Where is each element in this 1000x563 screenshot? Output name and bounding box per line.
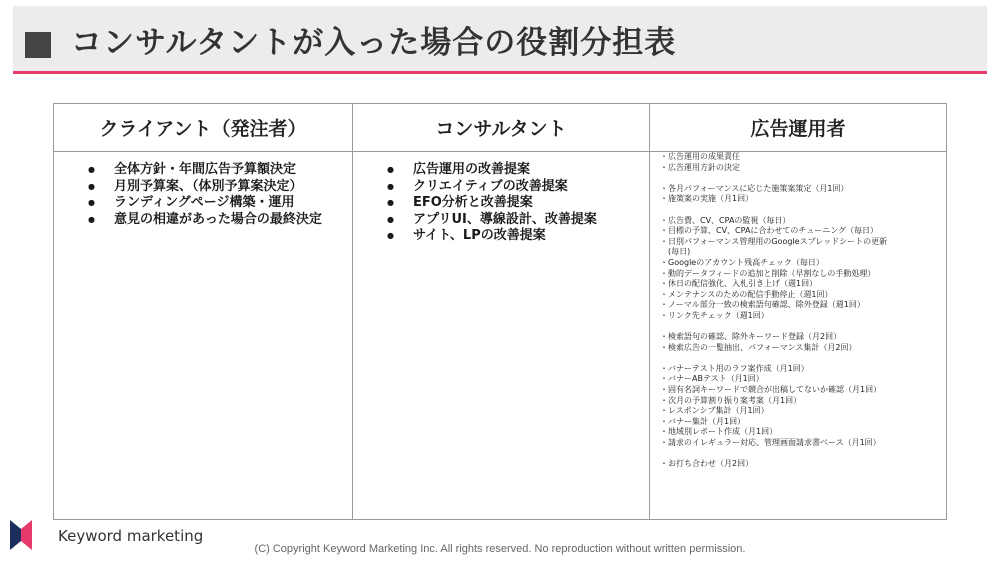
list-item: ・Googleのアカウント残高チェック（毎日） — [660, 257, 824, 267]
list-item: ● 月別予算案、（体別予算案決定） — [88, 179, 352, 196]
list-item: ・バナーABテスト（月1回） — [660, 374, 764, 384]
list-item: ・検索語句の確認、除外キーワード登録（月2回） — [660, 332, 842, 342]
list-item: ・各月パフォーマンスに応じた施策案策定（月1回） — [660, 183, 849, 193]
list-item: ・次月の予算割り振り案考案（月1回） — [660, 395, 802, 405]
list-item: ・リンク先チェック（週1回） — [660, 310, 769, 320]
column-header-client: クライアント（発注者） — [54, 104, 353, 152]
list-item: ● ランディングページ構築・運用 — [88, 195, 352, 212]
square-bullet-icon — [25, 32, 51, 58]
list-item: ・固有名詞キーワードで競合が出稿してないか確認（月1回） — [660, 385, 882, 395]
role-table — [53, 103, 947, 520]
list-item: ・検索広告の一覧抽出、パフォーマンス集計（月2回） — [660, 342, 857, 352]
page-title: コンサルタントが入った場合の役割分担表 — [71, 25, 677, 61]
list-item: ● クリエイティブの改善提案 — [387, 179, 649, 196]
copyright-notice: (C) Copyright Keyword Marketing Inc. All rights reserved. No reproduction without written permission. — [254, 543, 746, 555]
column-header-operator: 広告運用者 — [650, 104, 946, 152]
list-item: ・ノーマル部分一致の検索語句確認、除外登録（週1回） — [660, 300, 865, 310]
list-item: ・目標の予算、CV、CPAに合わせてのチューニング（毎日） — [660, 226, 879, 236]
list-item: ● EFO分析と改善提案 — [387, 195, 649, 212]
client-list — [54, 162, 352, 228]
brand-name: Keyword marketing — [58, 527, 204, 545]
list-item: ・バナーテスト用のラフ案作成（月1回） — [660, 363, 809, 373]
list-item: ・広告費、CV、CPAの監視（毎日） — [660, 215, 791, 225]
list-item: (毎日) — [660, 247, 691, 257]
list-item: ● サイト、LPの改善提案 — [387, 228, 649, 245]
list-item: ・メンテナンスのための配信手動停止（週1回） — [660, 289, 833, 299]
operator-cell — [650, 152, 946, 519]
list-item: ・請求のイレギュラー対応、管理画面請求書ベース（月1回） — [660, 438, 881, 448]
list-item: ・レスポンシブ集計（月1回） — [660, 406, 769, 416]
client-cell — [54, 152, 353, 519]
consultant-list — [353, 162, 649, 245]
list-item: ・お打ち合わせ（月2回） — [660, 459, 754, 469]
list-item: ・バナー集計（月1回） — [660, 416, 746, 426]
list-item: ・施策案の実施（月1回） — [660, 194, 754, 204]
list-item: ・地域別レポート作成（月1回） — [660, 427, 778, 437]
title-bar — [13, 6, 987, 74]
list-item: ● 広告運用の改善提案 — [387, 162, 649, 179]
list-item: ● アプリUI、導線設計、改善提案 — [387, 212, 649, 229]
list-item: ・日別パフォーマンス管理用のGoogleスプレッドシートの更新 — [660, 236, 888, 246]
list-item: ● 意見の相違があった場合の最終決定 — [88, 212, 352, 229]
column-header-consultant: コンサルタント — [353, 104, 650, 152]
list-item: ・広告運用方針の決定 — [660, 162, 740, 172]
list-item: ・動的データフィードの追加と削除（早割なしの手動処理） — [660, 268, 876, 278]
consultant-cell — [353, 152, 650, 519]
list-item: ・広告運用の成果責任 — [660, 152, 740, 161]
list-item: ・休日の配信強化、入札引き上げ（週1回） — [660, 279, 818, 289]
list-item: ● 全体方針・年間広告予算額決定 — [88, 162, 352, 179]
